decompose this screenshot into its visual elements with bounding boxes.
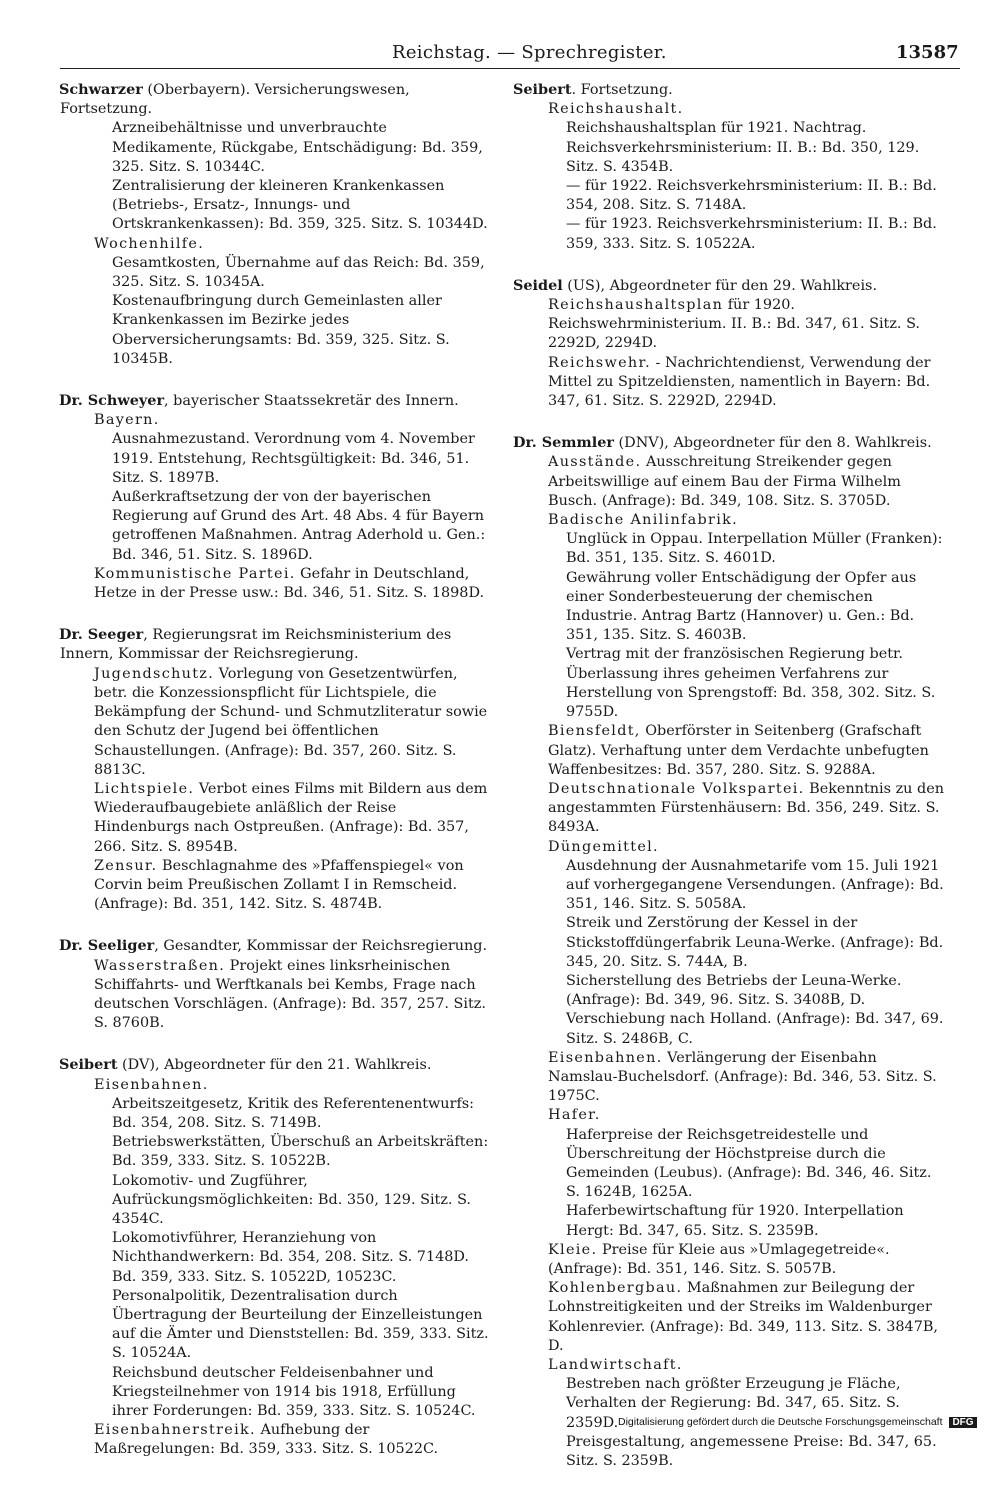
speaker-name: Seibert [59, 1056, 118, 1074]
register-entry [60, 80, 492, 369]
entry-head [514, 433, 946, 453]
dfg-logo: DFG [949, 1417, 976, 1428]
topic-line: Bestreben nach größter Erzeugung je Fläche, Verhalten der Regierung: Bd. 347, 65. Sitz. S. 2359D. [566, 1376, 901, 1431]
topic-inline-text: Projekt eines linksrheinischen Schiffahrts- und Werftkanals bei Kembs, Frage nach deutschen Vorschlägen. (Anfrage): Bd. 357, 257. Sitz. S. 8760B. [94, 957, 486, 1032]
speaker-description: (DNV), Abgeordneter für den 8. Wahlkreis. [613, 435, 932, 452]
topic-line: Ausnahmezustand. Verordnung vom 4. November 1919. Entstehung, Rechtsgültigkeit: Bd. 346, 51. Sitz. S. 1897B. [112, 431, 475, 486]
topic-inline-text: Verlängerung der Eisenbahn Namslau-Buchelsdorf. (Anfrage): Bd. 346, 53. Sitz. S. 1975C. [548, 1049, 937, 1105]
topic-line: Vertrag mit der französischen Regierung betr. Überlassung ihres geheimen Verfahrens zur Herstellung von Sprengstoff: Bd. 358, 302. Sitz. S. 9755D. [566, 646, 936, 721]
topic-inline-text: Gefahr in Deutschland, Hetze in der Presse usw.: Bd. 346, 51. Sitz. S. 1898D. [94, 565, 485, 602]
topic-line: Arbeitszeitgesetz, Kritik des Referentenentwurfs: Bd. 354, 208. Sitz. S. 7149B. [112, 1095, 475, 1131]
topic-line: — für 1922. Reichsverkehrsministerium: II. B.: Bd. 354, 208. Sitz. S. 7148A. [566, 178, 937, 214]
topic-block [514, 1356, 946, 1375]
topic-name: Lichtspiele. [94, 780, 195, 797]
speaker-name: Seidel [513, 276, 563, 294]
entry-head [60, 391, 492, 411]
topic-name: Biensfeldt, [548, 723, 641, 740]
speaker-description: , Regierungsrat im Reichsministerium des Innern, Kommissar der Reichsregierung. [60, 627, 452, 663]
speaker-name: Dr. Seeger [59, 626, 144, 644]
topic-line: Verschiebung nach Holland. (Anfrage): Bd. 347, 69. Sitz. S. 2486B, C. [566, 1011, 944, 1047]
entry-head [60, 80, 492, 119]
topic-block [60, 957, 492, 1034]
entry-head [514, 80, 946, 100]
entry-head [60, 936, 492, 956]
topic-line: Streik und Zerstörung der Kessel in der Stickstoffdüngerfabrik Leuna-Werke. (Anfrage): Bd. 345, 20. Sitz. S. 744A, B. [566, 915, 944, 970]
topic-line: Lokomotivführer, Heranziehung von Nichthandwerkern: Bd. 354, 208. Sitz. S. 7148D. Bd. 359, 333. Sitz. S. 10522D, 10523C. [112, 1230, 470, 1285]
register-entry [60, 936, 492, 1033]
topic-inline-text: Oberförster in Seitenberg (Grafschaft Glatz). Verhaftung unter dem Verdachte unbefugten Waffenbesitzes: Bd. 357, 280. Sitz. S. 9288A. [548, 723, 929, 778]
topic-name: Reichswehr. [548, 354, 651, 371]
speaker-name: Dr. Seeliger [59, 937, 155, 955]
speaker-description: (Oberbayern). Versicherungswesen, Fortsetzung. [60, 82, 410, 118]
register-entry [514, 80, 946, 254]
entry-head [514, 276, 946, 296]
topic-line: Lokomotiv- und Zugführer, Aufrückungsmöglichkeiten: Bd. 350, 129. Sitz. S. 4354C. [112, 1172, 471, 1227]
topic-line: Außerkraftsetzung der von der bayerischen Regierung auf Grund des Art. 48 Abs. 4 für Bayern getroffenen Maßnahmen. Antrag Aderhold u. Gen.: Bd. 346, 51. Sitz. S. 1896D. [112, 489, 486, 563]
topic-name: Düngemittel. [548, 838, 659, 855]
topic-block [60, 780, 492, 857]
topic-line: Haferbewirtschaftung für 1920. Interpellation Hergt: Bd. 347, 65. Sitz. S. 2359B. [566, 1203, 904, 1239]
topic-line: Sicherstellung des Betriebs der Leuna-Werke. (Anfrage): Bd. 349, 96. Sitz. S. 3408B, D. [566, 972, 902, 1009]
topic-block [514, 780, 946, 838]
topic-name: Reichshaushaltsplan [548, 297, 724, 314]
topic-line: Preisgestaltung, angemessene Preise: Bd. 347, 65. Sitz. S. 2359B. [566, 1433, 937, 1470]
footer-text: Digitalisierung gefördert durch die Deutsche Forschungsgemeinschaft [618, 1416, 943, 1428]
topic-line: Reichsbund deutscher Feldeisenbahner und Kriegsteilnehmer von 1914 bis 1918, Erfüllung ihrer Forderungen: Bd. 359, 333. Sitz. S. 10524C. [112, 1364, 476, 1419]
left-column [60, 80, 492, 1482]
register-entry [60, 391, 492, 603]
topic-name: Hafer. [548, 1107, 601, 1124]
topic-inline-text: für 1920. Reichswehrministerium. II. B.: Bd. 347, 61. Sitz. S. 2292D, 2294D. [548, 297, 920, 352]
topic-line: Kostenaufbringung durch Gemeinlasten aller Krankenkassen im Bezirke jedes Oberversicherungsamts: Bd. 359, 325. Sitz. S. 10345B. [112, 293, 450, 367]
speaker-description: (DV), Abgeordneter für den 21. Wahlkreis. [117, 1057, 432, 1074]
topic-name: Badische Anilinfabrik. [548, 512, 739, 529]
speaker-name: Seibert [513, 81, 572, 98]
speaker-name: Dr. Semmler [513, 434, 614, 452]
speaker-name: Dr. Schweyer [59, 392, 165, 410]
topic-block [514, 354, 946, 412]
header-rule [60, 68, 960, 69]
topic-block [514, 1106, 946, 1125]
topic-line: Ausdehnung der Ausnahmetarife vom 15. Juli 1921 auf vorhergegangene Versendungen. (Anfrage): Bd. 351, 146. Sitz. S. 5058A. [566, 857, 944, 913]
topic-name: Eisenbahnerstreik. [94, 1422, 256, 1439]
footer [618, 1416, 977, 1428]
topic-line: Gesamtkosten, Übernahme auf das Reich: Bd. 359, 325. Sitz. S. 10345A. [112, 254, 485, 291]
topic-name: Landwirtschaft. [548, 1357, 683, 1373]
speaker-description: , Gesandter, Kommissar der Reichsregierung. [154, 938, 488, 955]
topic-line: Gewährung voller Entschädigung der Opfer aus einer Sonderbesteuerung der chemischen Industrie. Antrag Bartz (Hannover) u. Gen.: Bd. 351, 135. Sitz. S. 4603B. [566, 569, 917, 644]
topic-inline-text: Preise für Kleie aus »Umlagegetreide«. (Anfrage): Bd. 351, 146. Sitz. S. 5057B. [548, 1241, 890, 1277]
speaker-description: . Fortsetzung. [571, 82, 673, 98]
register-entry [514, 276, 946, 411]
topic-block [60, 565, 492, 603]
topic-block [514, 100, 946, 119]
entry-line: Arzneibehältnisse und unverbrauchte Medikamente, Rückgabe, Entschädigung: Bd. 359, 325. Sitz. S. 10344C. [112, 120, 483, 175]
topic-block [514, 1241, 946, 1279]
entry-line: Zentralisierung der kleineren Krankenkassen (Betriebs-, Ersatz-, Innungs- und Ortskrankenkassen): Bd. 359, 325. Sitz. S. 10344D. [112, 178, 488, 233]
topic-line: — für 1923. Reichsverkehrsministerium: II. B.: Bd. 359, 333. Sitz. S. 10522A. [566, 216, 937, 252]
topic-name: Deutschnationale Volkspartei. [548, 780, 805, 797]
topic-block [60, 411, 492, 430]
topic-block [514, 453, 946, 511]
speaker-description: , bayerischer Staatssekretär des Innern. [164, 393, 459, 410]
topic-name: Bayern. [94, 412, 160, 429]
speaker-description: (US), Abgeordneter für den 29. Wahlkreis. [562, 277, 878, 294]
topic-block [60, 1076, 492, 1095]
topic-inline-text: Maßnahmen zur Beilegung der Lohnstreitigkeiten und der Streiks im Waldenburger Kohlenrevier. (Anfrage): Bd. 349, 113. Sitz. S. 3847B, D. [548, 1280, 939, 1354]
topic-line: Unglück in Oppau. Interpellation Müller (Franken): Bd. 351, 135. Sitz. S. 4601D. [566, 531, 943, 567]
topic-block [60, 235, 492, 254]
topic-block [514, 838, 946, 857]
topic-block [514, 1279, 946, 1356]
topic-line: Personalpolitik, Dezentralisation durch Übertragung der Beurteilung der Einzelleistungen auf die Ämter und Dienststellen: Bd. 359, 333. Sitz. S. 10524A. [112, 1287, 489, 1362]
topic-inline-text: Aufhebung der Maßregelungen: Bd. 359, 333. Sitz. S. 10522C. [94, 1422, 439, 1458]
topic-name: Reichshaushalt. [548, 101, 684, 118]
topic-inline-text: Bekenntnis zu den angestammten Fürstenhäusern: Bd. 356, 249. Sitz. S. 8493A. [548, 780, 945, 836]
topic-name: Wasserstraßen. [94, 957, 226, 974]
topic-inline-text: - Nachrichtendienst, Verwendung der Mittel zu Spitzeldiensten, namentlich in Bayern: Bd. 347, 61. Sitz. S. 2292D, 2294D. [548, 354, 931, 410]
topic-name: Kommunistische Partei. [94, 565, 296, 582]
topic-block [514, 722, 946, 780]
topic-line: Betriebswerkstätten, Überschuß an Arbeitskräften: Bd. 359, 333. Sitz. S. 10522B. [112, 1134, 489, 1170]
running-title: Reichstag. — Sprechregister. [392, 42, 667, 63]
topic-block [60, 1421, 492, 1459]
topic-line: Reichshaushaltsplan für 1921. Nachtrag. Reichsverkehrsministerium: II. B.: Bd. 350, 129. Sitz. S. 4354B. [566, 120, 920, 175]
right-column [514, 80, 946, 1493]
page-number: 13587 [896, 42, 959, 63]
topic-inline-text: Vorlegung von Gesetzentwürfen, betr. die Konzessionspflicht für Lichtspiele, die Bekämpfung der Schund- und Schmutzliteratur sowie den Schutz der Jugend bei öffentlichen Schaustellungen. (Anfrage): Bd. 357, 260. Sitz. S. 8813C. [94, 665, 488, 778]
entry-head [60, 625, 492, 664]
topic-block [514, 296, 946, 354]
topic-block [60, 665, 492, 780]
topic-block [514, 1049, 946, 1107]
register-entry [514, 433, 946, 1471]
page-header [0, 38, 1000, 68]
topic-name: Wochenhilfe. [94, 235, 205, 252]
register-entry [60, 625, 492, 914]
topic-line: Haferpreise der Reichsgetreidestelle und Überschreitung der Höchstpreise durch die Gemeinden (Leubus). (Anfrage): Bd. 346, 46. Sitz. S. 1624B, 1625A. [566, 1126, 932, 1201]
topic-name: Zensur. [94, 857, 158, 874]
register-entry [60, 1055, 492, 1459]
topic-name: Ausstände. [548, 454, 642, 471]
topic-block [514, 511, 946, 530]
topic-name: Kohlenbergbau. [548, 1280, 683, 1297]
topic-name: Kleie. [548, 1241, 598, 1258]
topic-inline-text: Verbot eines Films mit Bildern aus dem Wiederaufbaugebiete anläßlich der Reise Hindenburgs nach Ostpreußen. (Anfrage): Bd. 357, 266. Sitz. S. 8954B. [94, 780, 488, 855]
entry-head [60, 1055, 492, 1075]
topic-name: Eisenbahnen. [548, 1049, 663, 1066]
topic-inline-text: Ausschreitung Streikender gegen Arbeitswillige auf einem Bau der Firma Wilhelm Busch. (Anfrage): Bd. 349, 108. Sitz. S. 3705D. [548, 454, 901, 509]
topic-name: Eisenbahnen. [94, 1076, 209, 1093]
topic-inline-text: Beschlagnahme des »Pfaffenspiegel« von Corvin beim Preußischen Zollamt I in Remscheid. (Anfrage): Bd. 351, 142. Sitz. S. 4874B. [94, 857, 464, 913]
topic-block [60, 857, 492, 915]
topic-name: Jugendschutz. [94, 665, 215, 682]
speaker-name: Schwarzer [59, 81, 143, 98]
